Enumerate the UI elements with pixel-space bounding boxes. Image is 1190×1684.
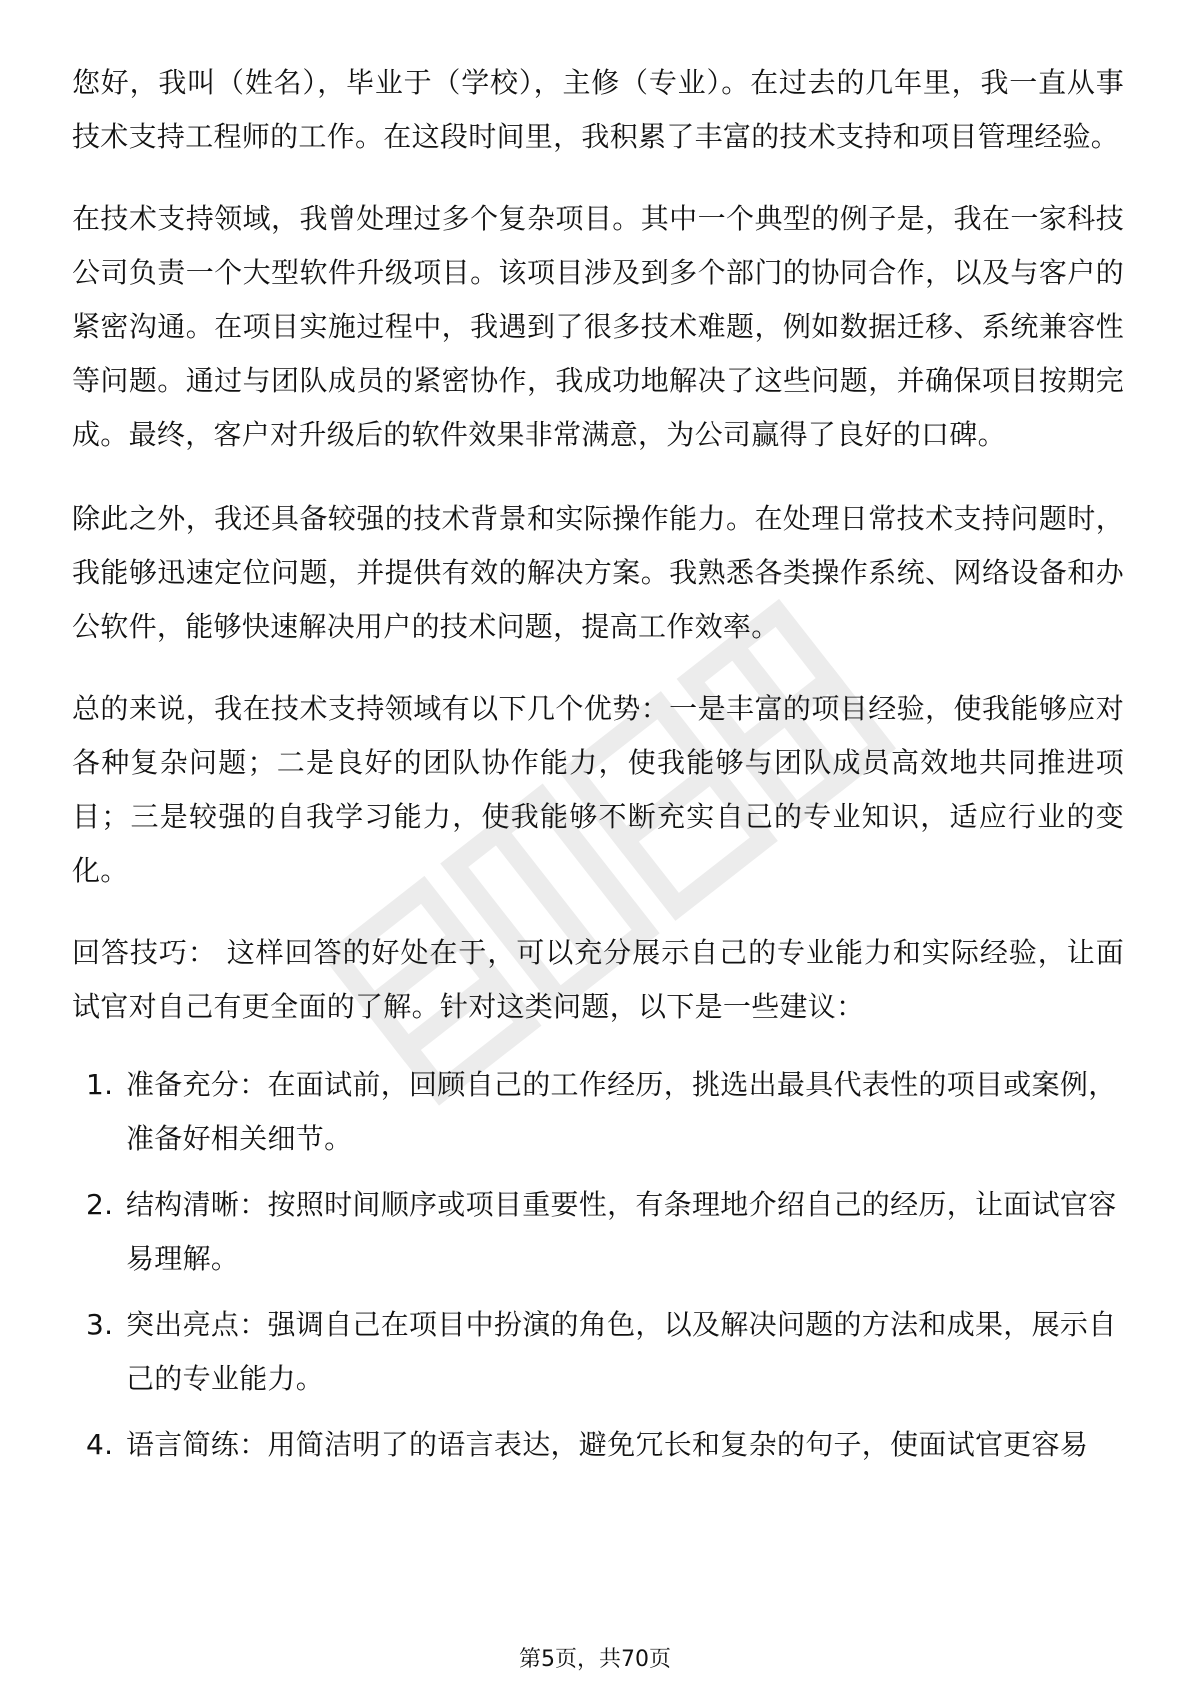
document-body xyxy=(72,56,1124,1484)
list-item-text: 突出亮点：强调自己在项目中扮演的角色，以及解决问题的方法和成果，展示自己的专业能力。 xyxy=(126,1308,1117,1395)
list-item-text: 语言简练：用简洁明了的语言表达，避免冗长和复杂的句子，使面试官更容易 xyxy=(126,1428,1089,1461)
list-item-text: 结构清晰：按照时间顺序或项目重要性，有条理地介绍自己的经历，让面试官容易理解。 xyxy=(126,1188,1117,1275)
list-number: 4. xyxy=(86,1428,114,1461)
tips-list xyxy=(72,1058,1124,1472)
list-item-text: 准备充分：在面试前，回顾自己的工作经历，挑选出最具代表性的项目或案例，准备好相关细节。 xyxy=(126,1068,1117,1155)
list-item xyxy=(72,1298,1124,1406)
answer-tips-intro: 回答技巧： 这样回答的好处在于，可以充分展示自己的专业能力和实际经验，让面试官对自己有更全面的了解。针对这类问题，以下是一些建议： xyxy=(72,936,1124,1023)
page-number-footer: 第5页，共70页 xyxy=(519,1647,671,1672)
list-number: 1. xyxy=(86,1068,114,1101)
list-item xyxy=(72,1418,1124,1472)
list-number: 2. xyxy=(86,1188,114,1221)
paragraph-intro: 您好，我叫（姓名），毕业于（学校），主修（专业）。在过去的几年里，我一直从事技术支持工程师的工作。在这段时间里，我积累了丰富的技术支持和项目管理经验。 xyxy=(72,66,1124,153)
paragraph-technical-ability: 除此之外，我还具备较强的技术背景和实际操作能力。在处理日常技术支持问题时，我能够迅速定位问题，并提供有效的解决方案。我熟悉各类操作系统、网络设备和办公软件，能够快速解决用户的技术问题，提高工作效率。 xyxy=(72,502,1124,643)
paragraph-summary: 总的来说，我在技术支持领域有以下几个优势：一是丰富的项目经验，使我能够应对各种复杂问题；二是良好的团队协作能力，使我能够与团队成员高效地共同推进项目；三是较强的自我学习能力，使我能够不断充实自己的专业知识，适应行业的变化。 xyxy=(72,692,1124,887)
paragraph-project-example: 在技术支持领域，我曾处理过多个复杂项目。其中一个典型的例子是，我在一家科技公司负责一个大型软件升级项目。该项目涉及到多个部门的协同合作，以及与客户的紧密沟通。在项目实施过程中，我遇到了很多技术难题，例如数据迁移、系统兼容性等问题。通过与团队成员的紧密协作，我成功地解决了这些问题，并确保项目按期完成。最终，客户对升级后的软件效果非常满意，为公司赢得了良好的口碑。 xyxy=(72,202,1124,451)
list-item xyxy=(72,1178,1124,1286)
list-item xyxy=(72,1058,1124,1166)
list-number: 3. xyxy=(86,1308,114,1341)
